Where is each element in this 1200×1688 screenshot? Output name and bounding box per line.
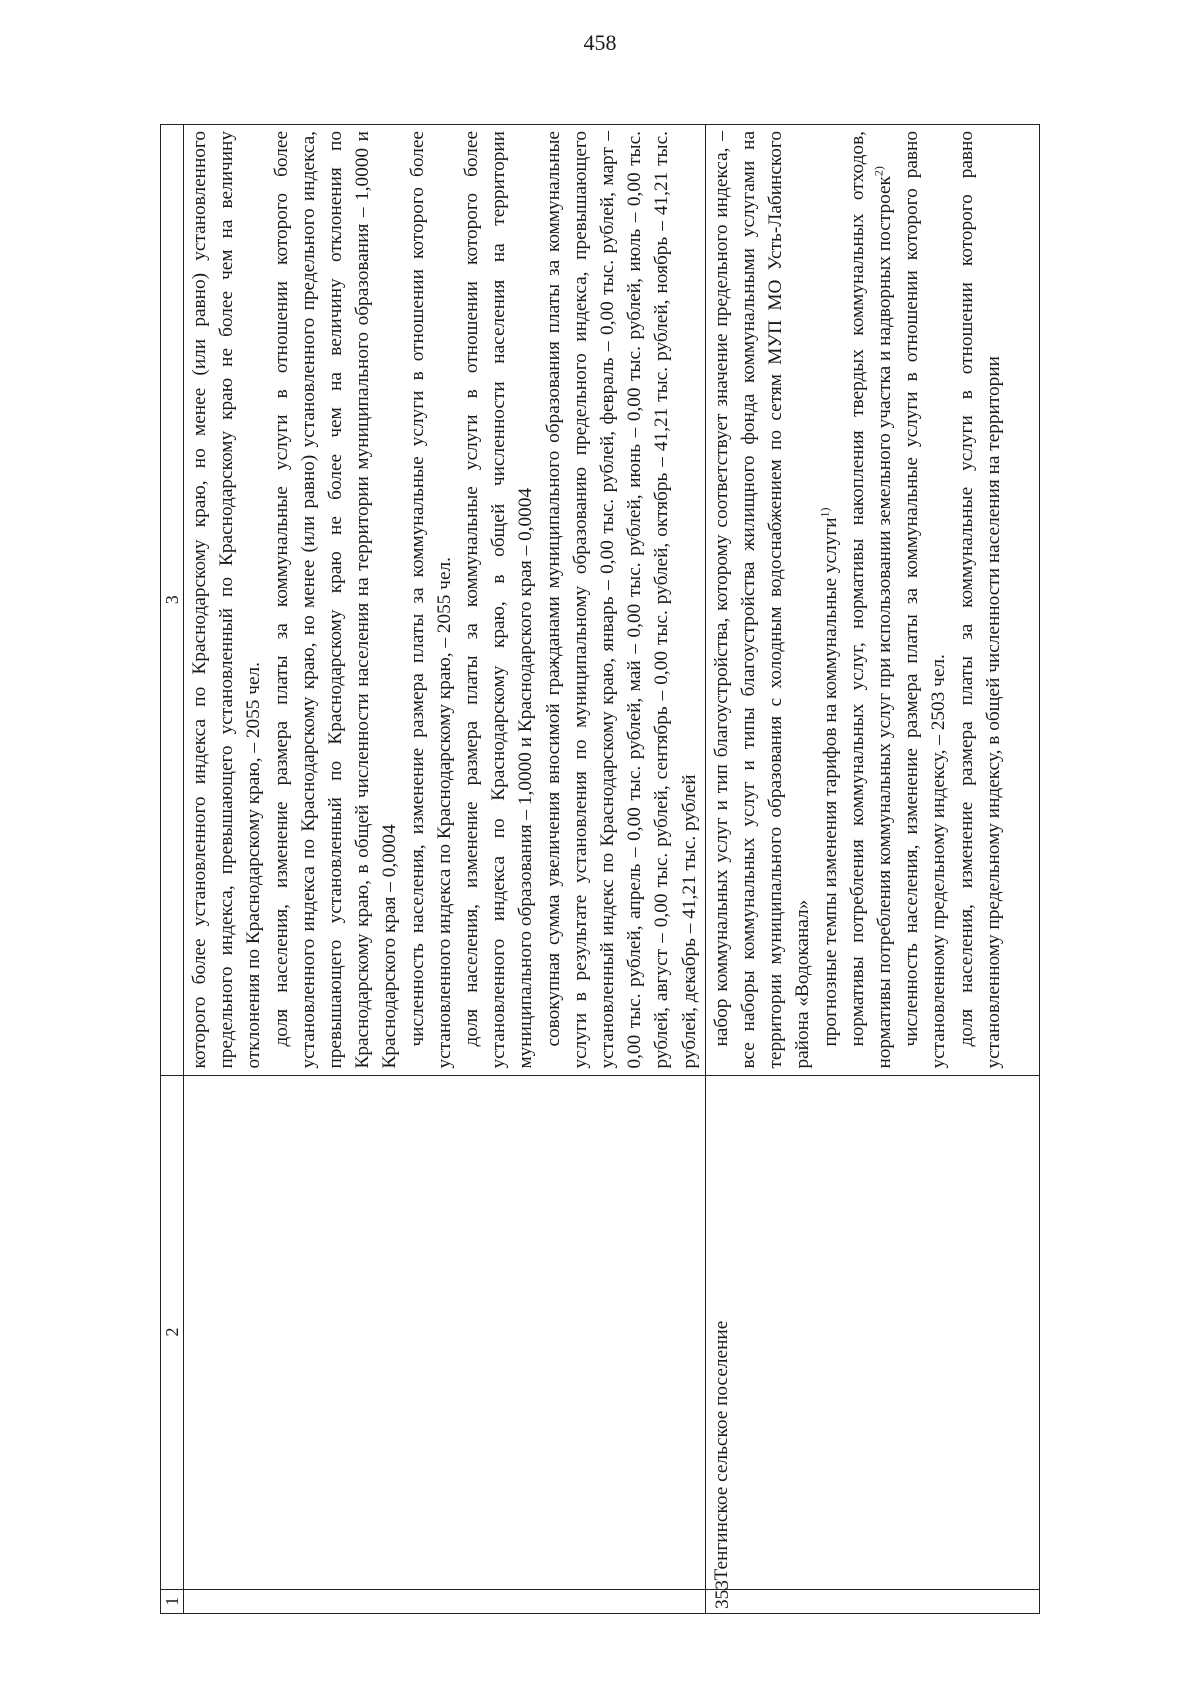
footnote-mark: 2) xyxy=(871,166,886,177)
row-description-cell xyxy=(705,125,1039,1076)
paragraph: которого более установленного индекса по Краснодарскому краю, но менее (или равно) установленного предельного индекса, превышающего установленный по Краснодарскому краю не более чем на величину отклонения по Краснодарскому краю, – 2055 чел. xyxy=(189,131,265,1069)
row-number-cell xyxy=(184,1589,706,1613)
table-row xyxy=(184,125,706,1614)
table-row xyxy=(705,125,1039,1614)
paragraph: доля населения, изменение размера платы за коммунальные услуги в отношении которого более установленного индекса по Краснодарскому краю, в общей численности населения на территории муниципального образования – 1,0000 и Краснодарского края – 0,0004 xyxy=(461,131,537,1069)
header-cell-1: 1 xyxy=(161,1589,184,1613)
row-description-cell xyxy=(184,125,706,1076)
header-cell-2: 2 xyxy=(161,1075,184,1589)
row-name-cell: Тенгинское сельское поселение xyxy=(705,1075,1039,1589)
paragraph xyxy=(817,131,844,1069)
paragraph xyxy=(844,131,898,1069)
paragraph-text: прогнозные темпы изменения тарифов на коммунальные услуги xyxy=(819,517,841,1047)
paragraph: совокупная сумма увеличения вносимой гражданами муниципального образования платы за коммунальные услуги в результате установления по муниципальному образованию предельного индекса, превышающего установленный индекс по Краснодарскому краю, январь – 0,00 тыс. рублей, февраль – 0,00 тыс. рублей, март – 0,00 тыс. рублей, апрель – 0,00 тыс. рублей, май – 0,00 тыс. рублей, июнь – 0,00 тыс. рублей, июль – 0,00 тыс. рублей, август – 0,00 тыс. рублей, сентябрь – 0,00 тыс. рублей, октябрь – 41,21 тыс. рублей, ноябрь – 41,21 тыс. рублей, декабрь – 41,21 тыс. рублей xyxy=(542,131,700,1069)
paragraph-text: нормативы потребления коммунальных услуг, нормативы накопления твердых коммунальных отходов, нормативы потребления коммунальных услуг при использовании земельного участка и надворных построек xyxy=(846,131,896,1069)
table-header-row xyxy=(161,125,184,1614)
row-number-cell: 353 xyxy=(705,1589,1039,1613)
paragraph: доля населения, изменение размера платы за коммунальные услуги в отношении которого равно установленному предельному индексу, в общей численности населения на территории xyxy=(955,131,1004,1069)
paragraph: численность населения, изменение размера платы за коммунальные услуги в отношении которого равно установленному предельному индексу, – 2503 чел. xyxy=(901,131,950,1069)
paragraph: доля населения, изменение размера платы за коммунальные услуги в отношении которого более установленного индекса по Краснодарскому краю, но менее (или равно) установленного предельного индекса, превышающего установленный по Краснодарскому краю не более чем на величину отклонения по Краснодарскому краю, в общей численности населения на территории муниципального образования – 1,0000 и Краснодарского края – 0,0004 xyxy=(270,131,401,1069)
footnote-mark: 1) xyxy=(817,507,832,518)
rotated-table-container xyxy=(160,124,1040,1614)
header-cell-3: 3 xyxy=(161,125,184,1076)
row-name-cell xyxy=(184,1075,706,1589)
data-table xyxy=(160,124,1040,1614)
paragraph: численность населения, изменение размера платы за коммунальные услуги в отношении которого более установленного индекса по Краснодарскому краю, – 2055 чел. xyxy=(406,131,455,1069)
page-number: 458 xyxy=(583,30,617,55)
paragraph: набор коммунальных услуг и тип благоустройства, которому соответствует значение предельного индекса, – все наборы коммунальных услуг и типы благоустройства жилищного фонда коммунальными услугами на территории муниципального образования с холодным водоснабжением по сетям МУП МО Усть-Лабинского района «Водоканал» xyxy=(710,131,814,1069)
